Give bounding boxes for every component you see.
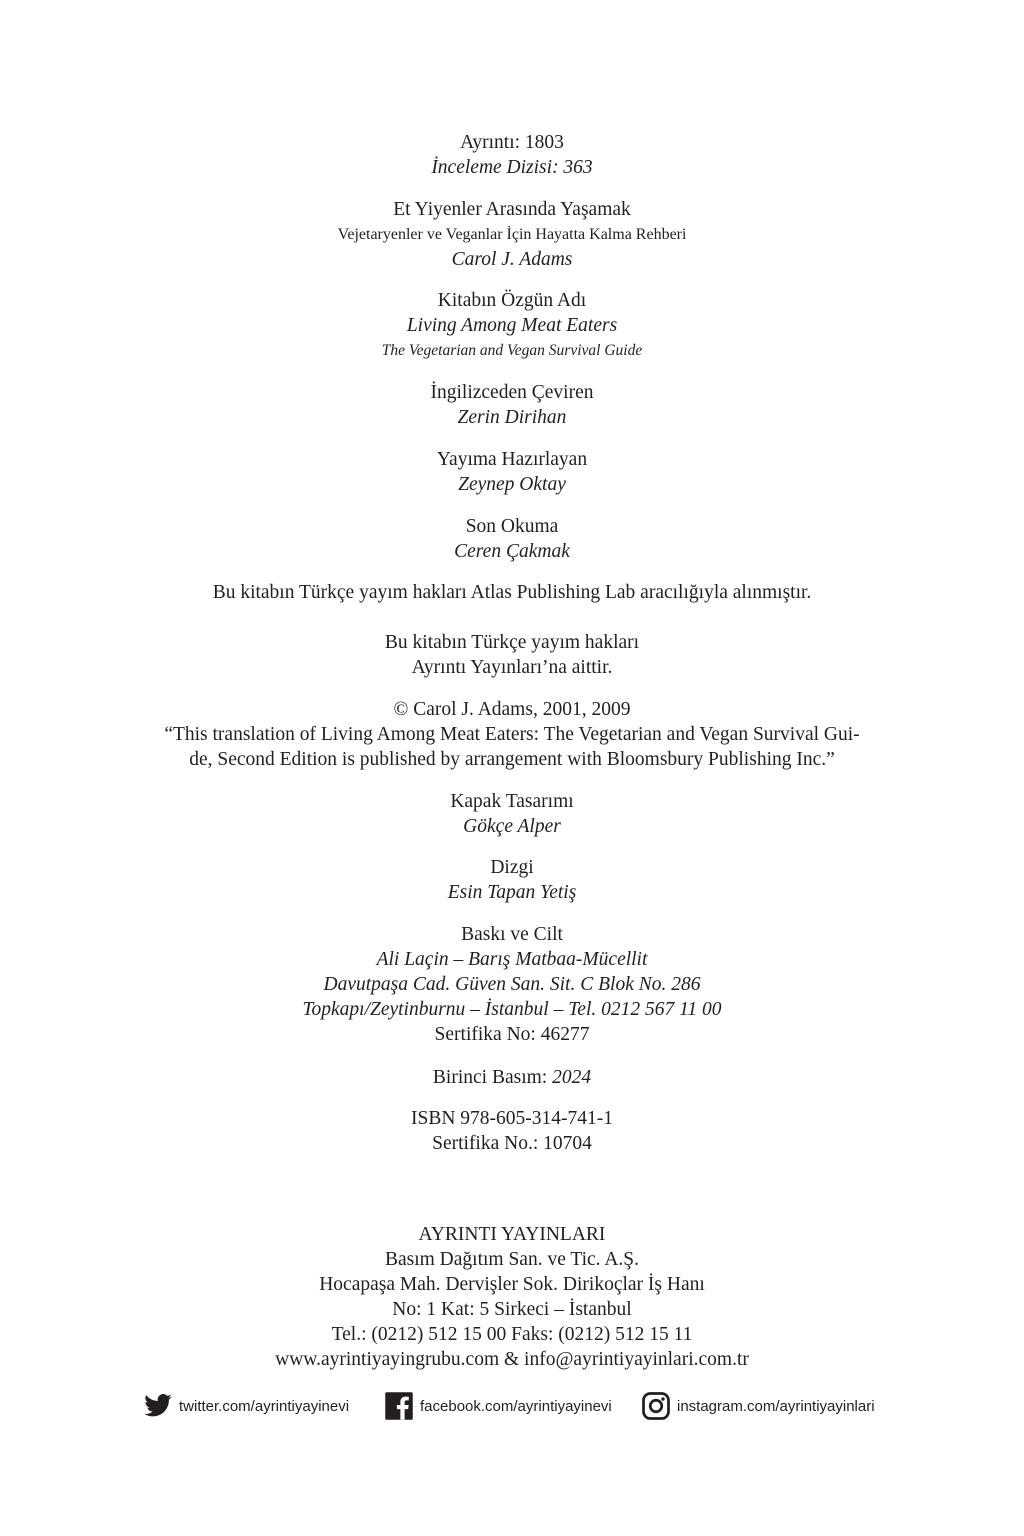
instagram-link[interactable] xyxy=(641,1388,875,1424)
series-info xyxy=(100,130,924,180)
book-author: Carol J. Adams xyxy=(451,249,573,270)
rights-owner-line1: Bu kitabın Türkçe yayım hakları xyxy=(384,632,640,653)
editor-name: Zeynep Oktay xyxy=(458,474,566,495)
isbn-info xyxy=(100,1106,924,1156)
proofreader-label: Son Okuma xyxy=(465,516,559,537)
edition-label: Birinci Basım: xyxy=(432,1067,548,1088)
original-title-label: Kitabın Özgün Adı xyxy=(437,290,587,311)
original-title: Living Among Meat Eaters xyxy=(406,315,618,336)
instagram-handle: instagram.com/ayrintiyayinlari xyxy=(677,1397,875,1415)
book-info xyxy=(100,197,924,272)
facebook-link[interactable] xyxy=(384,1388,612,1424)
typesetting-info xyxy=(100,855,924,905)
instagram-icon xyxy=(641,1391,671,1421)
facebook-handle: facebook.com/ayrintiyayinevi xyxy=(420,1397,612,1415)
printing-label: Baskı ve Cilt xyxy=(461,924,563,945)
publisher-address1: Hocapaşa Mah. Dervişler Sok. Dirikoçlar İş Hanı xyxy=(319,1274,705,1295)
publisher-info xyxy=(100,1222,924,1372)
printing-info xyxy=(100,922,924,1047)
original-subtitle: The Vegetarian and Vegan Survival Guide xyxy=(381,342,643,359)
typesetting-label: Dizgi xyxy=(490,857,534,878)
subseries-number: İnceleme Dizisi: 363 xyxy=(431,157,593,178)
rights-owner-line2: Ayrıntı Yayınları’na aittir. xyxy=(411,657,613,678)
cover-designer-name: Gökçe Alper xyxy=(463,816,561,837)
twitter-handle: twitter.com/ayrintiyayinevi xyxy=(179,1397,350,1415)
proofreader-name: Ceren Çakmak xyxy=(454,541,570,562)
printer-address1: Davutpaşa Cad. Güven San. Sit. C Blok No. 286 xyxy=(323,974,701,995)
edition-year: 2024 xyxy=(552,1067,592,1088)
facebook-icon xyxy=(384,1391,414,1421)
rights-agency-note: Bu kitabın Türkçe yayım hakları Atlas Publishing Lab aracılığıyla alınmıştır. xyxy=(212,582,812,603)
editor-label: Yayıma Hazırlayan xyxy=(436,449,588,470)
copyright-line: © Carol J. Adams, 2001, 2009 xyxy=(393,699,631,720)
twitter-icon xyxy=(143,1391,173,1421)
copyright-notice-line2: de, Second Edition is published by arrangement with Bloomsbury Publishing Inc.” xyxy=(189,749,835,770)
publisher-address2: No: 1 Kat: 5 Sirkeci – İstanbul xyxy=(392,1299,632,1320)
book-subtitle: Vejetaryenler ve Veganlar İçin Hayatta Kalma Rehberi xyxy=(337,226,687,243)
publisher-company: Basım Dağıtım San. ve Tic. A.Ş. xyxy=(384,1249,640,1270)
printer-address2: Topkapı/Zeytinburnu – İstanbul – Tel. 0212 567 11 00 xyxy=(302,999,722,1020)
printer-certificate: Sertifika No: 46277 xyxy=(434,1024,590,1045)
isbn-number: ISBN 978-605-314-741-1 xyxy=(410,1108,614,1129)
printer-name: Ali Laçin – Barış Matbaa-Mücellit xyxy=(376,949,648,970)
publisher-web: www.ayrintiyayingrubu.com & info@ayrintiyayinlari.com.tr xyxy=(275,1349,749,1370)
typesetter-name: Esin Tapan Yetiş xyxy=(447,882,577,903)
publisher-name: AYRINTI YAYINLARI xyxy=(418,1224,606,1245)
original-title-info xyxy=(100,288,924,363)
series-number: Ayrıntı: 1803 xyxy=(460,132,564,153)
publisher-phone: Tel.: (0212) 512 15 00 Faks: (0212) 512 15 11 xyxy=(331,1324,693,1345)
translator-info xyxy=(100,380,924,430)
copyright-notice-line1: “This translation of Living Among Meat Eaters: The Vegetarian and Vegan Survival Gui- xyxy=(164,724,860,745)
editor-info xyxy=(100,447,924,497)
cover-design-label: Kapak Tasarımı xyxy=(450,791,574,812)
book-title: Et Yiyenler Arasında Yaşamak xyxy=(393,199,631,220)
rights-agency xyxy=(100,580,924,605)
rights-owner xyxy=(100,630,924,680)
cover-design-info xyxy=(100,789,924,839)
proofreader-info xyxy=(100,514,924,564)
copyright-info xyxy=(100,697,924,772)
isbn-certificate: Sertifika No.: 10704 xyxy=(432,1133,592,1154)
translator-name: Zerin Dirihan xyxy=(457,407,567,428)
twitter-link[interactable] xyxy=(143,1388,349,1424)
translator-label: İngilizceden Çeviren xyxy=(430,382,594,403)
edition-info xyxy=(100,1065,924,1090)
